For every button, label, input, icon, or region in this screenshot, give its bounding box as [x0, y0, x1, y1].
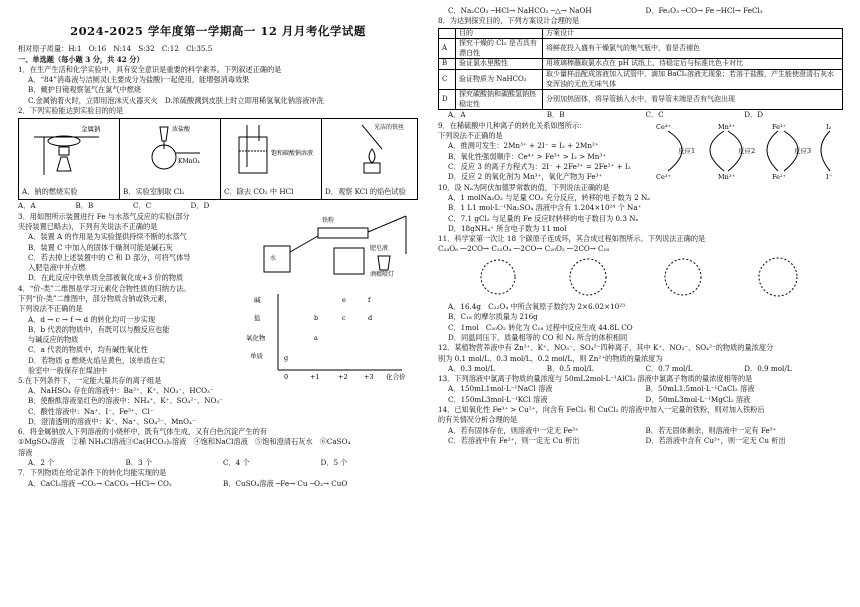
valence-class-chart [244, 290, 420, 382]
point-c: c [342, 313, 346, 322]
question-7 [18, 468, 418, 489]
table-header-plan: 方案设计 [543, 28, 843, 39]
ion-mn2: Mn²⁺ [718, 172, 735, 181]
table-cell-goal: 验证氯水里酸性 [456, 59, 543, 70]
q11-reaction-chain: C₂₄O₆ ─-2CO→ C₂₂O₄ ─-2CO→ C₂₀O₂ ─-2CO→ C₁₈ [438, 244, 610, 254]
ion-ce3: Ce³⁺ [656, 172, 671, 181]
table-row [439, 39, 843, 59]
row-label-salt: 盐 [254, 313, 261, 322]
q4-line1: 4．“价-类”二维图是学习元素化合物性质的归纳方法。 [18, 283, 191, 293]
q2-caption-c: C．除去 CO₂ 中 HCl [224, 187, 294, 197]
label-reaction1: 反应1 [678, 146, 696, 155]
q8-table [438, 28, 843, 111]
fe-steam-apparatus-icon [258, 206, 418, 278]
table-cell-opt: D [439, 90, 456, 110]
q2-option-d: D．D [190, 201, 210, 211]
q10-option-d: D．18gNH₄⁺ 所含电子数为 11 mol [448, 223, 567, 233]
q9-option-d: D．反应 2 的氧化剂为 Mn³⁺，氧化产物为 Fe³⁺ [448, 172, 603, 182]
q2-apparatus-table [18, 118, 418, 200]
q13-option-c: C．150mL3mol·L⁻¹KCl 溶液 [448, 394, 548, 404]
ion-cycle-diagram [652, 119, 842, 183]
q4-line2: 下列“价-类”二维图中，部分物质含钠或铁元素， [18, 293, 172, 303]
q2-cell-b [120, 119, 221, 199]
col-label-plus2: +2 [338, 372, 348, 381]
q12-option-b: B．0.5 mol/L [546, 363, 594, 373]
label-iron-wire: 光洁的铁丝 [374, 124, 405, 132]
table-cell-plan: 取少量样品配成溶液加入试管中，滴加 BaCl₂溶液无现象；若溶于盐酸，产生能使澄清石灰水变浑浊的无色无味气体 [543, 69, 843, 89]
q8-option-a: A．A [448, 110, 466, 120]
q7-option-b: B．CuSO₄溶液 ─Fe→ Cu ─O₂→ CuO [223, 478, 348, 488]
q5-option-d: D．澄清透明的溶液中：K⁺、Na⁺、SO₄²⁻、MnO₄⁻ [28, 416, 196, 426]
point-e: e [342, 295, 346, 304]
q2-caption-a: A．钠的燃烧实验 [22, 187, 78, 197]
q7-options-cd [438, 6, 843, 16]
q14-option-b: B．若无固体剩余，则溶液中一定有 Fe³⁺ [645, 425, 777, 435]
q7-option-c: C．Na₂CO₃ ─HCl→ NaHCO₃ ─△→ NaOH [448, 6, 592, 15]
question-6 [18, 427, 418, 468]
question-9 [438, 121, 843, 183]
table-cell-goal: 探究干燥的 Cl₂ 是否具有漂白性 [456, 39, 543, 59]
q4-option-b-cont: 与碱反应的物质 [28, 335, 79, 345]
label-alcohol-blowtorch: 酒精喷灯 [370, 270, 395, 278]
q6-line2: ①MgSO₄溶液 ②稀 NH₄Cl溶液③Ca(HCO₃)₂溶液 ④饱和NaCl溶液 ⑤饱和澄清石灰水 ⑥CaSO₄ [18, 437, 351, 447]
table-row [439, 59, 843, 70]
question-3 [18, 212, 418, 284]
q13-stem: 13．下列溶液中氯离子物质的量浓度与 50mL2mol·L⁻¹AlCl₃ 溶液中氯离子物质的量浓度相等的是 [438, 374, 753, 384]
q1-option-a: A．“84”消毒液与洁厕灵(主要成分为盐酸)一起使用，能增强消毒效果 [28, 75, 250, 85]
table-cell-opt: B [439, 59, 456, 70]
right-column [438, 6, 843, 446]
q10-option-c: C．7.1 gCl₂ 与足量的 Fe 反应时转移的电子数目为 0.3 Nₐ [448, 213, 639, 223]
q5-option-c: C．酸性溶液中：Na⁺、I⁻、Fe³⁺、Cl⁻ [28, 406, 154, 416]
q1-stem: 1．在生产生活和化学实验中，具有安全意识是重要的科学素养。下列叙述正确的是 [18, 64, 282, 74]
q3-option-c-cont: 入肥皂液中并点燃 [28, 263, 86, 273]
q9-line1: 9．在稀硫酸中几种离子的转化关系如图所示： [438, 120, 587, 130]
question-1 [18, 65, 418, 106]
q9-option-b: B．氧化性强弱顺序：Ce⁴⁺ > Fe³⁺ > I₂ > Mn³⁺ [448, 151, 607, 161]
q14-option-c: C．若溶液中有 Fe²⁺，则一定无 Cu 析出 [448, 435, 580, 445]
left-column [18, 0, 418, 489]
q6-option-c: C．4 个 [223, 458, 250, 468]
q13-option-d: D．50mL3mol·L⁻¹MgCl₂ 溶液 [645, 394, 751, 404]
question-10 [438, 183, 843, 234]
q13-option-a: A．150mL1mol·L⁻¹NaCl 溶液 [448, 384, 553, 394]
q3-option-a: A．装置 A 的作用是为实验提供持续不断的水蒸气 [28, 232, 187, 242]
q2-stem: 2．下列实验能达到实验目的的是 [18, 106, 124, 116]
q10-option-a: A．1 molNa₂O₂ 与足量 CO₂ 充分反应，转移的电子数为 2 Nₐ [448, 192, 651, 202]
gas-wash-bottle-icon [221, 119, 321, 179]
table-header-goal: 目的 [456, 28, 543, 39]
q9-option-a: A．推测可发生：2Mn³⁺ + 2I⁻ = I₂ + 2Mn²⁺ [448, 141, 599, 151]
label-iron-powder: 铁粉 [322, 216, 335, 224]
flame-test-icon [322, 119, 422, 179]
col-label-plus3: +3 [364, 372, 374, 381]
table-header-row [439, 28, 843, 39]
question-11 [438, 234, 843, 343]
row-label-base: 碱 [254, 295, 261, 304]
q9-option-c: C．反应 3 的离子方程式为：2I⁻ + 2Fe³⁺ = 2Fe²⁺ + I₂ [448, 161, 631, 171]
q3-option-c: C．若去掉上述装置中的 C 和 D 部分，可将气体导 [28, 252, 191, 262]
q12-line2: 别为 0.1 mol/L、0.3 mol/L、0.2 mol/L，则 Zn²⁺的物质的量浓度为 [438, 353, 663, 363]
table-cell-goal: 验证物质为 NaHCO₃ [456, 69, 543, 89]
q2-caption-b: B．实验室制取 Cl₂ [123, 187, 185, 197]
q2-option-a: A．A [18, 201, 36, 211]
q11-option-b: B．C₁₈ 的摩尔质量为 216g [448, 312, 538, 322]
q3-option-b: B．装置 C 中加入的固体干燥剂可能是碱石灰 [28, 242, 173, 252]
chlorine-generator-icon [120, 119, 220, 179]
label-reaction2: 反应2 [738, 146, 756, 155]
point-f: f [368, 295, 371, 304]
atomic-masses: 相对原子质量：H:1 O:16 N:14 S:32 C:12 Cl:35.5 [18, 44, 213, 54]
row-label-oxide: 氧化物 [246, 333, 266, 342]
q4-option-c: C．a 代表的物质中，均有碱性氧化性 [28, 345, 148, 355]
q10-option-b: B．1 L1 mol·L⁻¹Na₂SO₄ 溶液中含有 1.204×10²⁴ 个 Na⁺ [448, 203, 642, 213]
q3-line2: 夹持装置已略去)，下列有关说法不正确的是 [18, 221, 158, 231]
col-label-0: 0 [284, 372, 289, 381]
table-cell-opt: A [439, 39, 456, 59]
table-cell-goal: 探究碳酸钠和碳酸氢钠热稳定性 [456, 90, 543, 110]
point-b: b [314, 313, 319, 322]
q12-option-a: A．0.3 mol/L [448, 363, 495, 373]
point-g: g [284, 353, 289, 362]
q13-options-cd [438, 395, 843, 405]
ion-mn3: Mn³⁺ [718, 122, 735, 131]
q13-options-ab [438, 384, 843, 394]
point-d: d [368, 313, 373, 322]
ion-ce4: Ce⁴⁺ [656, 122, 671, 131]
question-13 [438, 374, 843, 405]
label-na2co3-solution: 饱和碳酸钠溶液 [271, 150, 314, 158]
q8-option-d: D．D [744, 110, 763, 120]
q9-line2: 下列说法不正确的是 [438, 130, 503, 140]
q11-option-d: D．同温同压下，质量相等的 CO 和 N₂ 所含的体积相同 [448, 332, 628, 342]
question-14 [438, 405, 843, 446]
q4-option-d-cont: 验室中一般保存在煤油中 [28, 366, 108, 376]
ion-fe2: Fe²⁺ [772, 172, 787, 181]
q2-caption-d: D．观察 KCl 的焰色试验 [325, 187, 406, 197]
q4-line3: 下列说法不正确的是 [18, 304, 83, 314]
ion-i-minus: I⁻ [826, 172, 832, 181]
table-row [439, 69, 843, 89]
ion-i2: I₂ [826, 122, 832, 131]
row-label-element: 单质 [250, 351, 263, 360]
q8-option-b: B．B [546, 110, 565, 120]
q1-option-b: B．戴护目镜观察氢气在氯气中燃烧 [28, 85, 142, 95]
question-5 [18, 376, 418, 427]
q7-stem: 7．下列物质在给定条件下的转化均能实现的是 [18, 468, 167, 478]
page-title: 2024-2025 学年度第一学期高一 12 月月考化学试题 [70, 24, 366, 38]
label-soap-solution: 肥皂液 [370, 244, 389, 252]
q14-options-ab [438, 426, 843, 436]
q7-option-d: D．Fe₂O₃ ─CO→ Fe ─HCl→ FeCl₃ [645, 6, 763, 15]
table-cell-plan: 用玻璃棒蘸取氯水点在 pH 试纸上，待稳定后与标准比色卡对比 [543, 59, 843, 70]
table-cell-plan: 将鲜花投入盛有干燥氯气的集气瓶中，看是否褪色 [543, 39, 843, 59]
q5-option-b: B．使酚酞溶液显红色的溶液中：NH₄⁺、K⁺、SO₄²⁻、NO₃⁻ [28, 396, 224, 406]
label-conc-hcl: 浓盐酸 [172, 126, 191, 134]
q3-line1: 3．用如图所示装置进行 Fe 与水蒸气反应的实验(部分 [18, 211, 190, 221]
q14-option-a: A．若有固体存在，则溶液中一定无 Fe³⁺ [448, 425, 579, 435]
label-water: 水 [270, 254, 277, 262]
carbon-ring-molecules-icon [438, 255, 838, 299]
q11-stem: 11．科学家第一次让 18 个碳原子连成环，其合成过程如图所示。下列说法正确的是 [438, 234, 706, 244]
q2-options [18, 201, 248, 211]
q14-line2: 的有关情况分析合理的是 [438, 415, 518, 425]
q12-option-d: D．0.9 mol/L [744, 363, 792, 373]
q1-option-cd: C.金属钠着火时，立即用泡沫灭火器灭火 D.浓硫酸溅到皮肤上时立即用稀氢氧化钠溶液冲洗 [28, 95, 324, 105]
q4-option-a: A．d → c → f → d 的转化均可一步实现 [28, 314, 156, 324]
label-reaction3: 反应3 [794, 146, 812, 155]
label-sodium: 金属钠 [81, 125, 101, 134]
q14-options-cd [438, 436, 843, 446]
q12-options [438, 364, 843, 374]
q13-option-b: B．50mL1.5mol·L⁻¹CaCl₂ 溶液 [645, 384, 755, 394]
table-cell-plan: 分别加热固体，将导管插入水中，看导管末端是否有气泡出现 [543, 90, 843, 110]
ion-fe3: Fe³⁺ [772, 122, 787, 131]
q12-option-c: C．0.7 mol/L [645, 363, 693, 373]
q6-option-a: A．2 个 [28, 458, 55, 468]
q8-stem: 8．为达到探究目的，下列方案设计合理的是 [438, 16, 580, 26]
table-cell-opt: C [439, 69, 456, 89]
q4-option-d: D．若物质 g 燃烧火焰呈黄色，该单质在实 [28, 355, 166, 365]
q14-line1: 14．已知氧化性 Fe³⁺ > Cu²⁺，向含有 FeCl₃ 和 CuCl₂ 的溶液中加入一定量的铁粉，则对加入铁粉后 [438, 404, 765, 414]
q5-stem: 5.在下列条件下，一定能大量共存的离子组是 [18, 375, 162, 385]
question-8 [438, 16, 843, 120]
q7-options-ab [18, 479, 418, 489]
q2-cell-a [19, 119, 120, 199]
sodium-burning-apparatus-icon [19, 119, 119, 179]
q6-option-b: B．3 个 [125, 458, 153, 468]
q6-options [18, 458, 418, 468]
q11-option-c: C．1mol C₂₀O₂ 转化为 C₁₈ 过程中反应生成 44.8L CO [448, 322, 633, 332]
q3-option-d: D．在此反应中铁单质全部被氧化成+3 价的物质 [28, 273, 184, 283]
label-kmno4: KMnO₄ [178, 158, 200, 166]
q2-option-c: C．C [133, 201, 152, 211]
q11-option-a: A．16.4g C₂₂O₄ 中所含氧原子数约为 2×6.02×10²³ [448, 302, 625, 312]
section-heading: 一、单选题（每小题 3 分，共 42 分） [18, 54, 144, 64]
table-row [439, 90, 843, 110]
question-12 [438, 343, 843, 374]
q2-cell-d [322, 119, 422, 199]
q5-option-a: A．NaHSO₄ 存在的溶液中：Ba²⁺、K⁺、NO₃⁻、HCO₃⁻ [28, 385, 214, 395]
q12-line1: 12．某植物营养液中有 Zn²⁺、K⁺、NO₃⁻、SO₄²⁻四种离子，其中 K⁺、NO₃⁻、SO₄²⁻的物质的量浓度分 [438, 343, 774, 353]
q6-option-d: D．5 个 [320, 458, 348, 468]
q2-option-b: B．B [75, 201, 94, 211]
point-a: a [314, 333, 318, 342]
q6-line1: 6．将金属钠放入下列溶液的小烧杯中，既有气体生成，又有白色沉淀产生的有 [18, 427, 267, 437]
question-2 [18, 106, 418, 212]
q10-stem: 10．设 Nₐ为阿伏加德罗常数的值，下列说法正确的是 [438, 182, 610, 192]
q6-line3: 溶液 [18, 447, 33, 457]
col-label-plus1: +1 [310, 372, 320, 381]
col-label-valence: 化合价 [386, 372, 406, 381]
q14-option-d: D．若溶液中含有 Cu²⁺，则一定无 Cu 析出 [645, 435, 786, 445]
q7-option-a: A．CaCl₂溶液 ─CO₂→ CaCO₃ ─HCl→ CO₂ [28, 478, 172, 488]
q8-option-c: C．C [645, 110, 664, 120]
q4-option-b: B．b 代表的物质中，有既可以与酸反应也能 [28, 324, 170, 334]
q2-cell-c [221, 119, 322, 199]
